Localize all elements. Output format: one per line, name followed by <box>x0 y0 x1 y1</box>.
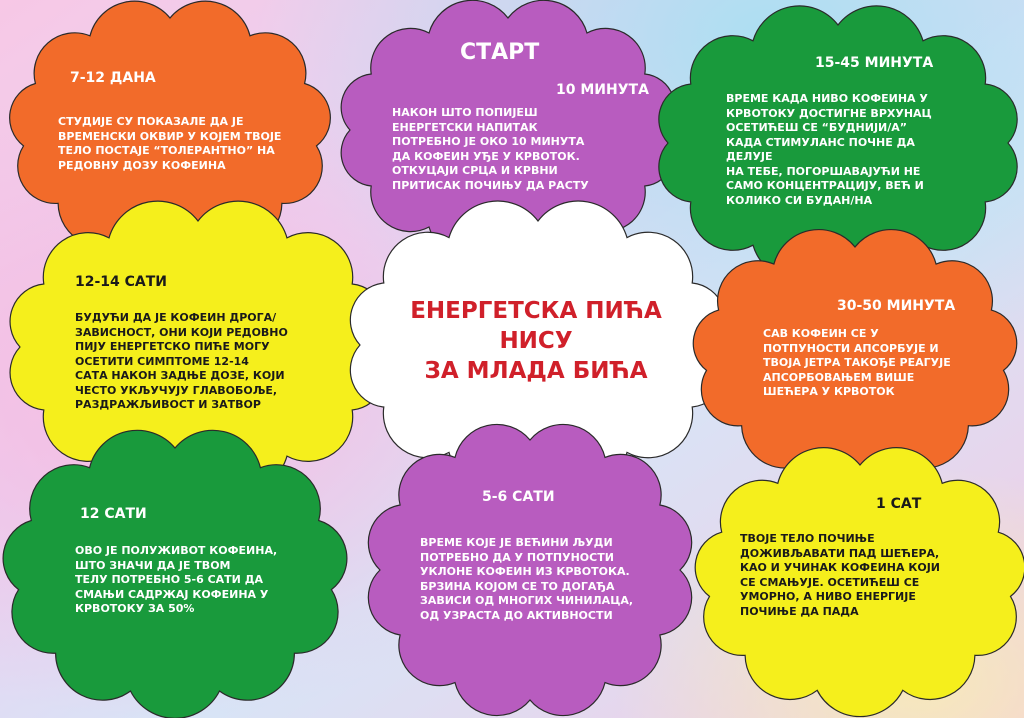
cloud-text-12-14-hours: БУДУЋИ ДА ЈЕ КОФЕИН ДРОГА/ ЗАВИСНОСТ, ОНИ КОЈИ РЕДОВНО ПИЈУ ЕНЕРГЕТСКО ПИЋЕ МОГУ ОСЕТИТИ СИМПТОМЕ 12-14 САТА НАКОН ЗАДЊЕ ДОЗЕ, КОЈИ ЧЕСТО УКЉУЧУЈУ ГЛАВОБОЉЕ, РАЗДРАЖЉИВОСТ И ЗАТВОР <box>75 311 288 411</box>
cloud-heading-30-50-minutes: 30-50 МИНУТА <box>837 298 956 314</box>
cloud-heading-10-minutes: 10 МИНУТА <box>556 82 649 98</box>
cloud-text-7-12-days: СТУДИЈЕ СУ ПОКАЗАЛЕ ДА ЈЕ ВРЕМЕНСКИ ОКВИР У КОЈЕМ ТВОЈЕ ТЕЛО ПОСТАЈЕ “ТОЛЕРАНТНО” НА РЕДОВНУ ДОЗУ КОФЕИНА <box>58 115 282 172</box>
cloud-heading-1-hour: 1 САТ <box>876 496 922 512</box>
cloud-heading-7-12-days: 7-12 ДАНА <box>70 70 156 86</box>
cloud-heading-15-45-minutes: 15-45 МИНУТА <box>815 55 934 71</box>
start-label: СТАРТ <box>460 40 540 65</box>
cloud-text-12-hours: ОВО ЈЕ ПОЛУЖИВОТ КОФЕИНА, ШТО ЗНАЧИ ДА ЈЕ ТВОМ ТЕЛУ ПОТРЕБНО 5-6 САТИ ДА СМАЊИ САДРЖАЈ КОФЕИНА У КРВОТОКУ ЗА 50% <box>75 544 278 615</box>
cloud-heading-12-hours: 12 САТИ <box>80 506 147 522</box>
cloud-text-10-minutes: НАКОН ШТО ПОПИЈЕШ ЕНЕРГЕТСКИ НАПИТАК ПОТРЕБНО ЈЕ ОКО 10 МИНУТА ДА КОФЕИН УЂЕ У КРВОТОК. ОТКУЦАЈИ СРЦА И КРВНИ ПРИТИСАК ПОЧИЊУ ДА РАСТУ <box>392 106 589 192</box>
cloud-text-5-6-hours: ВРЕМЕ КОЈЕ ЈЕ ВЕЋИНИ ЉУДИ ПОТРЕБНО ДА У ПОТПУНОСТИ УКЛОНЕ КОФЕИН ИЗ КРВОТОКА. БРЗИНА КОЈОМ СЕ ТО ДОГАЂА ЗАВИСИ ОД МНОГИХ ЧИНИЛАЦА, ОД УЗРАСТА ДО АКТИВНОСТИ <box>420 536 634 622</box>
cloud-heading-12-14-hours: 12-14 САТИ <box>75 274 168 290</box>
cloud-text-30-50-minutes: САВ КОФЕИН СЕ У ПОТПУНОСТИ АПСОРБУЈЕ И ТВОЈА ЈЕТРА ТАКОЂЕ РЕАГУЈЕ АПСОРБОВАЊЕМ ВИШЕ ШЕЋЕРА У КРВОТОК <box>763 327 951 398</box>
page-title: ЕНЕРГЕТСКА ПИЋА НИСУ ЗА МЛАДА БИЋА <box>410 298 662 384</box>
cloud-text-1-hour: ТВОЈЕ ТЕЛО ПОЧИЊЕ ДОЖИВЉАВАТИ ПАД ШЕЋЕРА, КАО И УЧИНАК КОФЕИНА КОЈИ СЕ СМАЊУЈЕ. ОСЕТИЋЕШ СЕ УМОРНО, А НИВО ЕНЕРГИЈЕ ПОЧИЊЕ ДА ПАДА <box>740 532 940 618</box>
cloud-heading-5-6-hours: 5-6 САТИ <box>482 489 555 505</box>
cloud-text-15-45-minutes: ВРЕМЕ КАДА НИВО КОФЕИНА У КРВОТОКУ ДОСТИГНЕ ВРХУНАЦ ОСЕТИЋЕШ СЕ “БУДНИЈИ/А” КАДА СТИМУЛАНС ПОЧНЕ ДА ДЕЛУЈЕ НА ТЕБЕ, ПОГОРШАВАЈУЋИ НЕ САМО КОНЦЕНТРАЦИЈУ, ВЕЋ И КОЛИКО СИ БУДАН/НА <box>726 92 932 207</box>
